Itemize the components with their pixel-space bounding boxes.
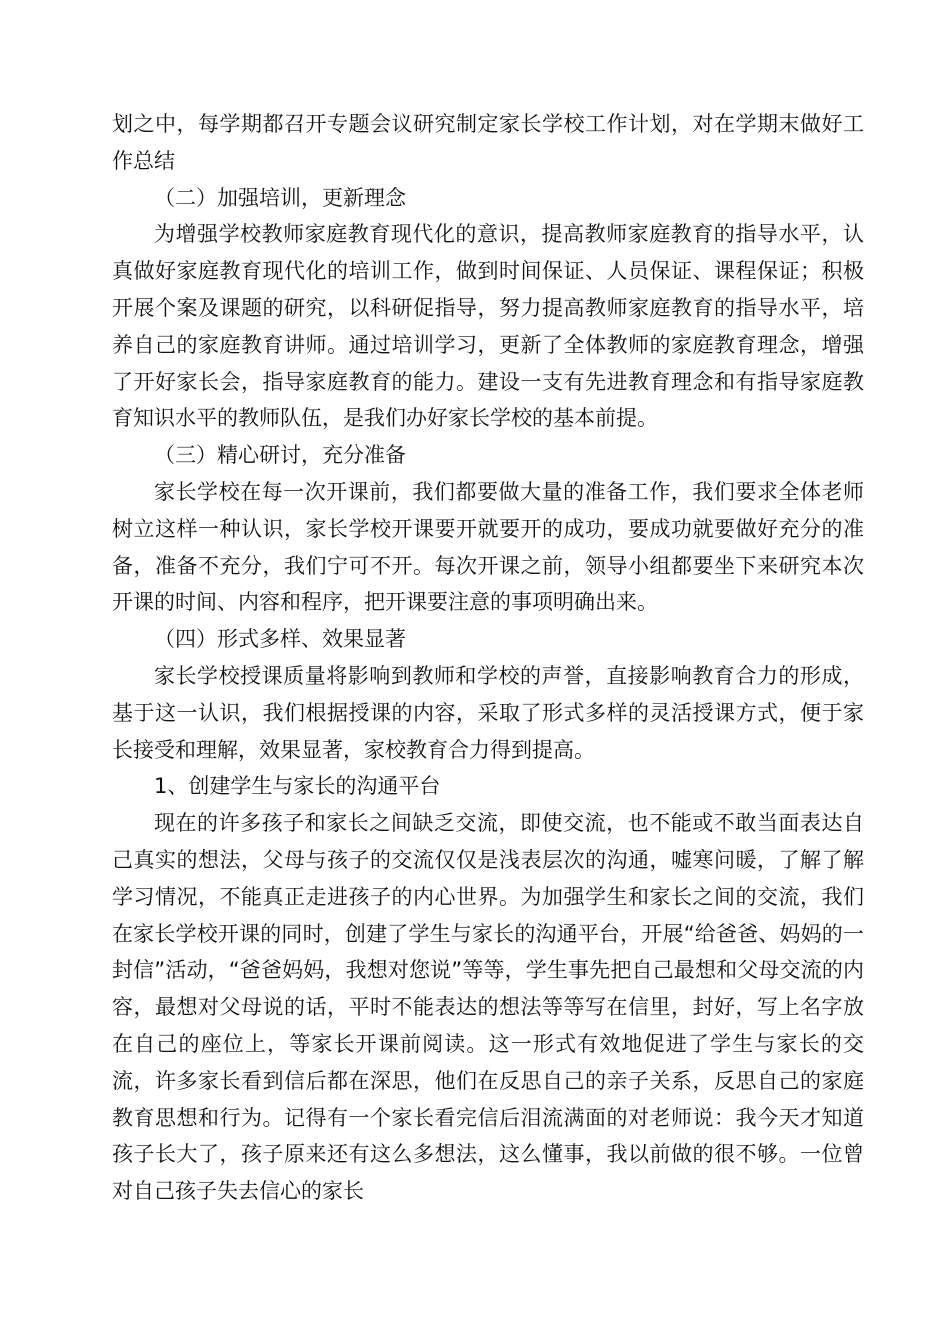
paragraph-preparation: 家长学校在每一次开课前，我们都要做大量的准备工作，我们要求全体老师树立这样一种认识，家长学校开课要开就要开的成功，要成功就要做好充分的准备，准备不充分，我们宁可不开。每次开课之前，领导小组都要坐下来研究本次开课的时间、内容和程序，把开课要注意的事项明确出来。 bbox=[112, 479, 864, 615]
section-heading-training: （二）加强培训，更新理念 bbox=[154, 185, 406, 210]
subsection-heading-platform: 1、创建学生与家长的沟通平台 bbox=[154, 774, 441, 799]
section-heading-preparation: （三）精心研讨，充分准备 bbox=[154, 443, 406, 468]
document-body bbox=[112, 106, 864, 1210]
paragraph-continuation: 划之中，每学期都召开专题会议研究制定家长学校工作计划，对在学期末做好工作总结 bbox=[112, 112, 864, 173]
section-heading-forms: （四）形式多样、效果显著 bbox=[154, 627, 406, 652]
paragraph-forms: 家长学校授课质量将影响到教师和学校的声誉，直接影响教育合力的形成，基于这一认识，我们根据授课的内容，采取了形式多样的灵活授课方式，便于家长接受和理解，效果显著，家校教育合力得到提高。 bbox=[112, 663, 864, 762]
paragraph-platform: 现在的许多孩子和家长之间缺乏交流，即使交流，也不能或不敢当面表达自己真实的想法，父母与孩子的交流仅仅是浅表层次的沟通，嘘寒问暖，了解了解学习情况，不能真正走进孩子的内心世界。为加强学生和家长之间的交流，我们在家长学校开课的同时，创建了学生与家长的沟通平台，开展“给爸爸、妈妈的一封信”活动，“爸爸妈妈，我想对您说”等等，学生事先把自己最想和父母交流的内容，最想对父母说的话，平时不能表达的想法等等写在信里，封好，写上名字放在自己的座位上，等家长开课前阅读。这一形式有效地促进了学生与家长的交流，许多家长看到信后都在深思，他们在反思自己的亲子关系，反思自己的家庭教育思想和行为。记得有一个家长看完信后泪流满面的对老师说：我今天才知道孩子长大了，孩子原来还有这么多想法，这么懂事，我以前做的很不够。一位曾对自己孩子失去信心的家长 bbox=[112, 811, 864, 1204]
paragraph-training: 为增强学校教师家庭教育现代化的意识，提高教师家庭教育的指导水平，认真做好家庭教育现代化的培训工作，做到时间保证、人员保证、课程保证；积极开展个案及课题的研究，以科研促指导，努力提高教师家庭教育的指导水平，培养自己的家庭教育讲师。通过培训学习，更新了全体教师的家庭教育理念，增强了开好家长会，指导家庭教育的能力。建设一支有先进教育理念和有指导家庭教育知识水平的教师队伍，是我们办好家长学校的基本前提。 bbox=[112, 222, 864, 431]
